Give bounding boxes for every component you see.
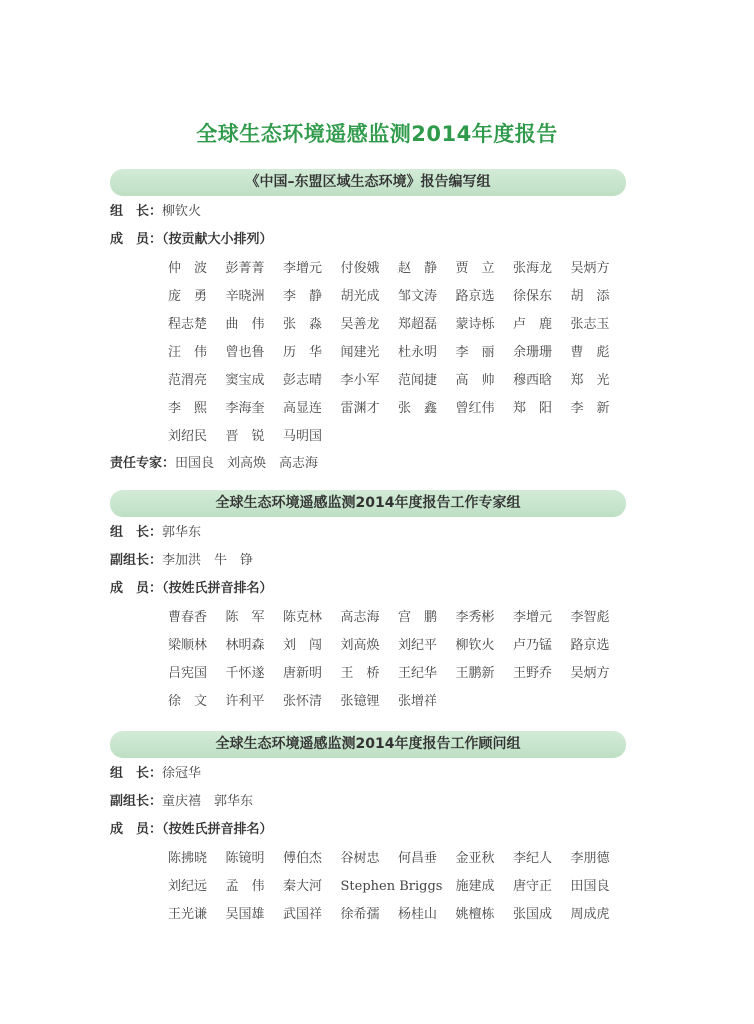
member-name: 陈拂晓 — [168, 851, 208, 866]
member-name: 李 新 — [570, 401, 610, 416]
member-name: 李秀彬 — [455, 610, 495, 625]
vice-label: 副组长： — [110, 794, 163, 809]
member-name: 宫 鹏 — [398, 610, 438, 625]
member-name: 李增元 — [283, 261, 323, 276]
member-name: 范渭亮 — [168, 373, 208, 388]
leader-label: 组 长： — [110, 766, 163, 781]
member-name: 范闻捷 — [398, 373, 438, 388]
member-name: 闻建光 — [340, 345, 380, 360]
member-name: 李增元 — [513, 610, 553, 625]
member-name: 李 静 — [283, 289, 323, 304]
members-label — [110, 580, 273, 598]
section-banner-advisory-group: 全球生态环境遥感监测2014年度报告工作顾问组 — [110, 731, 626, 758]
member-name: 雷渊才 — [340, 401, 380, 416]
member-name: 卢 鹿 — [513, 317, 553, 332]
expert-leader-row — [110, 524, 201, 542]
member-name: 曾红伟 — [455, 401, 495, 416]
editor-members-grid — [168, 259, 628, 455]
member-name: 曾也鲁 — [225, 345, 265, 360]
member-name: 彭志晴 — [283, 373, 323, 388]
member-name: 杜永明 — [398, 345, 438, 360]
member-name: 卢乃锰 — [513, 638, 553, 653]
leader-name: 徐冠华 — [162, 766, 202, 781]
editor-leader-row — [110, 203, 201, 221]
vice-names: 童庆禧 郭华东 — [162, 794, 254, 809]
member-name: 曹春香 — [168, 610, 208, 625]
leader-label: 组 长： — [110, 204, 163, 219]
member-name: 吴炳方 — [570, 261, 610, 276]
member-name: 林明森 — [225, 638, 265, 653]
member-name: 付俊娥 — [340, 261, 380, 276]
member-name: 仲 波 — [168, 261, 208, 276]
member-name: 李小军 — [340, 373, 380, 388]
member-name: 高 帅 — [455, 373, 495, 388]
member-name: 高显连 — [283, 401, 323, 416]
member-name: 梁顺林 — [168, 638, 208, 653]
member-name: 唐新明 — [283, 666, 323, 681]
member-name: 历 华 — [283, 345, 323, 360]
member-name: 胡光成 — [340, 289, 380, 304]
member-name: Stephen Briggs — [340, 879, 443, 894]
advisory-leader-row — [110, 765, 201, 783]
member-name: 张国成 — [513, 907, 553, 922]
member-name: 郑 光 — [570, 373, 610, 388]
member-name: 郑 阳 — [513, 401, 553, 416]
member-name: 李 丽 — [455, 345, 495, 360]
member-name: 徐 文 — [168, 694, 208, 709]
member-name: 陈克林 — [283, 610, 323, 625]
member-name: 张 鑫 — [398, 401, 438, 416]
members-label-text: 成 员：（按贡献大小排列） — [110, 232, 273, 247]
member-name: 张志玉 — [570, 317, 610, 332]
member-name: 马明国 — [283, 429, 323, 444]
member-name: 蒙诗栎 — [455, 317, 495, 332]
member-name: 张 淼 — [283, 317, 323, 332]
member-name: 秦大河 — [283, 879, 323, 894]
member-name: 吴国雄 — [225, 907, 265, 922]
member-name: 吴善龙 — [340, 317, 380, 332]
member-name: 王光谦 — [168, 907, 208, 922]
member-name: 汪 伟 — [168, 345, 208, 360]
member-name: 路京选 — [455, 289, 495, 304]
member-name: 李 熙 — [168, 401, 208, 416]
leader-name: 柳钦火 — [162, 204, 202, 219]
member-name: 李智彪 — [570, 610, 610, 625]
member-name: 彭菁菁 — [225, 261, 265, 276]
member-name: 穆西晗 — [513, 373, 553, 388]
member-name: 郑超磊 — [398, 317, 438, 332]
member-name: 刘高焕 — [340, 638, 380, 653]
experts-label: 责任专家： — [110, 456, 176, 471]
member-name: 高志海 — [340, 610, 380, 625]
member-name: 张增祥 — [398, 694, 438, 709]
leader-label: 组 长： — [110, 525, 163, 540]
member-name: 晋 锐 — [225, 429, 265, 444]
member-name: 李朋德 — [570, 851, 610, 866]
advisory-members-grid — [168, 849, 628, 933]
leader-name: 郭华东 — [162, 525, 202, 540]
member-name: 唐守正 — [513, 879, 553, 894]
member-name: 胡 添 — [570, 289, 610, 304]
members-label — [110, 231, 273, 249]
member-name: 许利平 — [225, 694, 265, 709]
member-name: 庞 勇 — [168, 289, 208, 304]
member-name: 金亚秋 — [455, 851, 495, 866]
member-name: 徐保东 — [513, 289, 553, 304]
member-name: 李纪人 — [513, 851, 553, 866]
section-banner-expert-group: 全球生态环境遥感监测2014年度报告工作专家组 — [110, 490, 626, 517]
member-name: 赵 静 — [398, 261, 438, 276]
member-name: 程志楚 — [168, 317, 208, 332]
vice-label: 副组长： — [110, 553, 163, 568]
member-name: 陈 军 — [225, 610, 265, 625]
member-name: 曲 伟 — [225, 317, 265, 332]
member-name: 刘 闯 — [283, 638, 323, 653]
member-name: 王纪华 — [398, 666, 438, 681]
member-name: 张海龙 — [513, 261, 553, 276]
vice-names: 李加洪 牛 铮 — [162, 553, 254, 568]
member-name: 吕宪国 — [168, 666, 208, 681]
members-label-text: 成 员：（按姓氏拼音排名） — [110, 822, 273, 837]
member-name: 谷树忠 — [340, 851, 380, 866]
member-name: 曹 彪 — [570, 345, 610, 360]
member-name: 田国良 — [570, 879, 610, 894]
member-name: 周成虎 — [570, 907, 610, 922]
member-name: 刘纪远 — [168, 879, 208, 894]
member-name: 千怀遂 — [225, 666, 265, 681]
page-title: 全球生态环境遥感监测2014年度报告 — [196, 122, 558, 146]
member-name: 王 桥 — [340, 666, 380, 681]
member-name: 李海奎 — [225, 401, 265, 416]
member-name: 孟 伟 — [225, 879, 265, 894]
member-name: 陈镜明 — [225, 851, 265, 866]
expert-members-grid — [168, 608, 628, 720]
member-name: 何昌垂 — [398, 851, 438, 866]
member-name: 刘绍民 — [168, 429, 208, 444]
section-banner-editors: 《中国–东盟区域生态环境》报告编写组 — [110, 169, 626, 196]
member-name: 徐希孺 — [340, 907, 380, 922]
member-name: 张镱锂 — [340, 694, 380, 709]
experts-names: 田国良 刘高焕 高志海 — [175, 456, 319, 471]
member-name: 张怀清 — [283, 694, 323, 709]
members-label — [110, 821, 273, 839]
member-name: 辛晓洲 — [225, 289, 265, 304]
member-name: 王野乔 — [513, 666, 553, 681]
member-name: 姚檀栋 — [455, 907, 495, 922]
member-name: 施建成 — [455, 879, 495, 894]
member-name: 傅伯杰 — [283, 851, 323, 866]
member-name: 刘纪平 — [398, 638, 438, 653]
expert-vice-row — [110, 552, 253, 570]
member-name: 武国祥 — [283, 907, 323, 922]
member-name: 杨桂山 — [398, 907, 438, 922]
member-name: 邹文涛 — [398, 289, 438, 304]
member-name: 余珊珊 — [513, 345, 553, 360]
member-name: 吴炳方 — [570, 666, 610, 681]
experts-row — [110, 455, 318, 473]
member-name: 窦宝成 — [225, 373, 265, 388]
members-label-text: 成 员：（按姓氏拼音排名） — [110, 581, 273, 596]
member-name: 贾 立 — [455, 261, 495, 276]
member-name: 路京选 — [570, 638, 610, 653]
member-name: 王鹏新 — [455, 666, 495, 681]
advisory-vice-row — [110, 793, 253, 811]
member-name: 柳钦火 — [455, 638, 495, 653]
